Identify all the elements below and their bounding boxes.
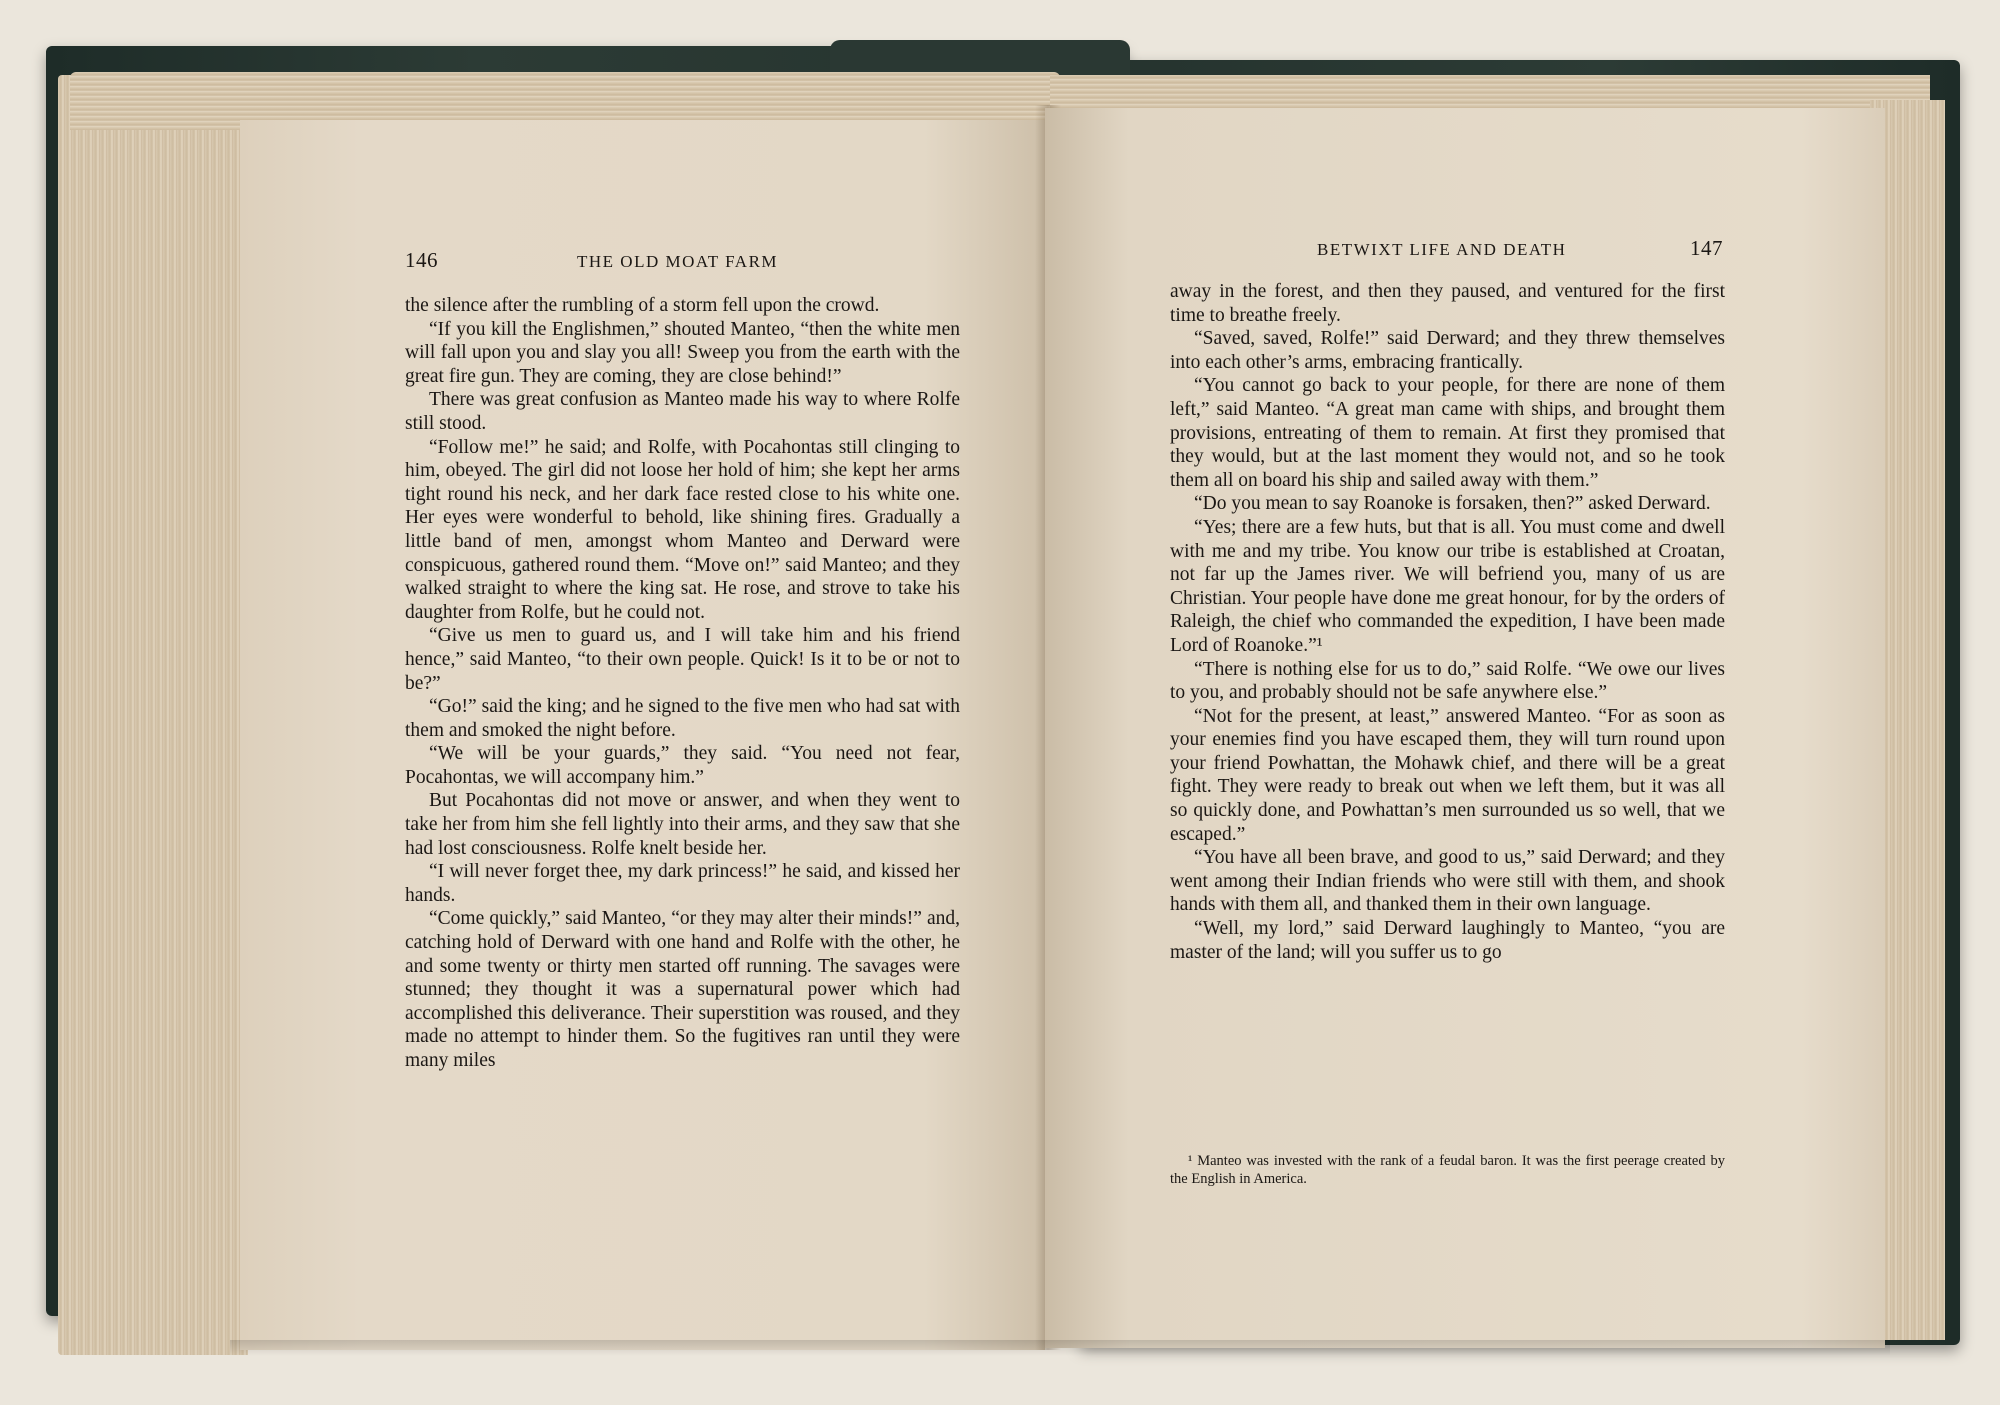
page-bottom-shadow [230,1340,1890,1356]
paragraph: “Do you mean to say Roanoke is forsaken, then?” asked Derward. [1194,493,1711,515]
paragraph: There was great confusion as Manteo made his way to where Rolfe still stood. [405,389,960,434]
running-head: THE OLD MOAT FARM [577,252,779,271]
paragraph: the silence after the rumbling of a storm fell upon the crowd. [405,295,880,316]
paragraph: But Pocahontas did not move or answer, and when they went to take her from him she fell lightly into their arms, and they saw that she had lost consciousness. Rolfe knelt beside her. [405,790,960,859]
paragraph: “I will never forget thee, my dark princess!” he said, and kissed her hands. [405,861,960,906]
page-body-text [405,294,960,1073]
right-page [1045,108,1885,1348]
paragraph: “We will be your guards,” they said. “You need not fear, Pocahontas, we will accompany him.” [405,743,960,788]
running-head: BETWIXT LIFE AND DEATH [1317,240,1567,259]
left-page [240,120,1045,1350]
paragraph: “You cannot go back to your people, for there are none of them left,” said Manteo. “A great man came with ships, and brought them provisions, entreating of them to remain. At first they promised that they would, but at the last moment they would not, and so he took them all on board his ship and sailed away with them.” [1170,375,1725,491]
paragraph: “Give us men to guard us, and I will take him and his friend hence,” said Manteo, “to their own people. Quick! Is it to be or not to be?” [405,625,960,694]
paragraph: “Go!” said the king; and he signed to the five men who had sat with them and smoked the night before. [405,696,960,741]
paragraph: “There is nothing else for us to do,” said Rolfe. “We owe our lives to you, and probably should not be safe anywhere else.” [1170,658,1725,704]
page-number: 147 [1690,236,1723,260]
paragraph: “Saved, saved, Rolfe!” said Derward; and they threw themselves into each other’s arms, embracing frantically. [1170,328,1725,373]
footnote-text: ¹ Manteo was invested with the rank of a feudal baron. It was the first peerage created by the English in America. [1170,1153,1725,1187]
paragraph: away in the forest, and then they paused, and ventured for the first time to breathe freely. [1170,281,1725,326]
paragraph: “Not for the present, at least,” answered Manteo. “For as soon as your enemies find you have escaped them, they will turn round upon your friend Powhattan, the Mohawk chief, and there will be a great fight. They were ready to break out when we left them, but it was all so quickly done, and Powhattan’s men surrounded us so well, that we escaped.” [1170,705,1725,845]
paragraph: “Well, my lord,” said Derward laughingly to Manteo, “you are master of the land; will you suffer us to go [1170,918,1725,963]
paragraph: “If you kill the Englishmen,” shouted Manteo, “then the white men will fall upon you and slay you all! Sweep you from the earth with the great fire gun. They are coming, they are close behind!” [405,318,960,387]
page-body-text [1170,280,1725,964]
paragraph: “Yes; there are a few huts, but that is all. You must come and dwell with me and my tribe. You know our tribe is established at Croatan, not far up the James river. We will befriend you, many of us are Christian. Your people have done me great honour, for by the orders of Raleigh, the chief who commanded the expedition, I have been made Lord of Roanoke.”¹ [1170,516,1725,656]
paragraph: “Come quickly,” said Manteo, “or they may alter their minds!” and, catching hold of Derward with one hand and Rolfe with the other, he and some twenty or thirty men started off running. The savages were stunned; they thought it was a supernatural power which had accomplished this deliverance. Their superstition was roused, and they made no attempt to hinder them. So the fugitives ran until they were many miles [405,908,960,1071]
page-number: 146 [405,248,438,272]
page-edges-left [58,75,248,1355]
footnote [1170,1152,1725,1188]
paragraph: “You have all been brave, and good to us,” said Derward; and they went among their Indian friends who were still with them, and shook hands with them all, and thanked them in their own language. [1170,847,1725,916]
paragraph: “Follow me!” he said; and Rolfe, with Pocahontas still clinging to him, obeyed. The girl did not loose her hold of him; she kept her arms tight round his neck, and her dark face rested close to his white one. Her eyes were wonderful to behold, like shining fires. Gradually a little band of men, amongst whom Manteo and Derward were conspicuous, gathered round them. “Move on!” said Manteo; and they walked straight to where the king sat. He rose, and strove to take his daughter from Rolfe, but he could not. [405,436,960,623]
